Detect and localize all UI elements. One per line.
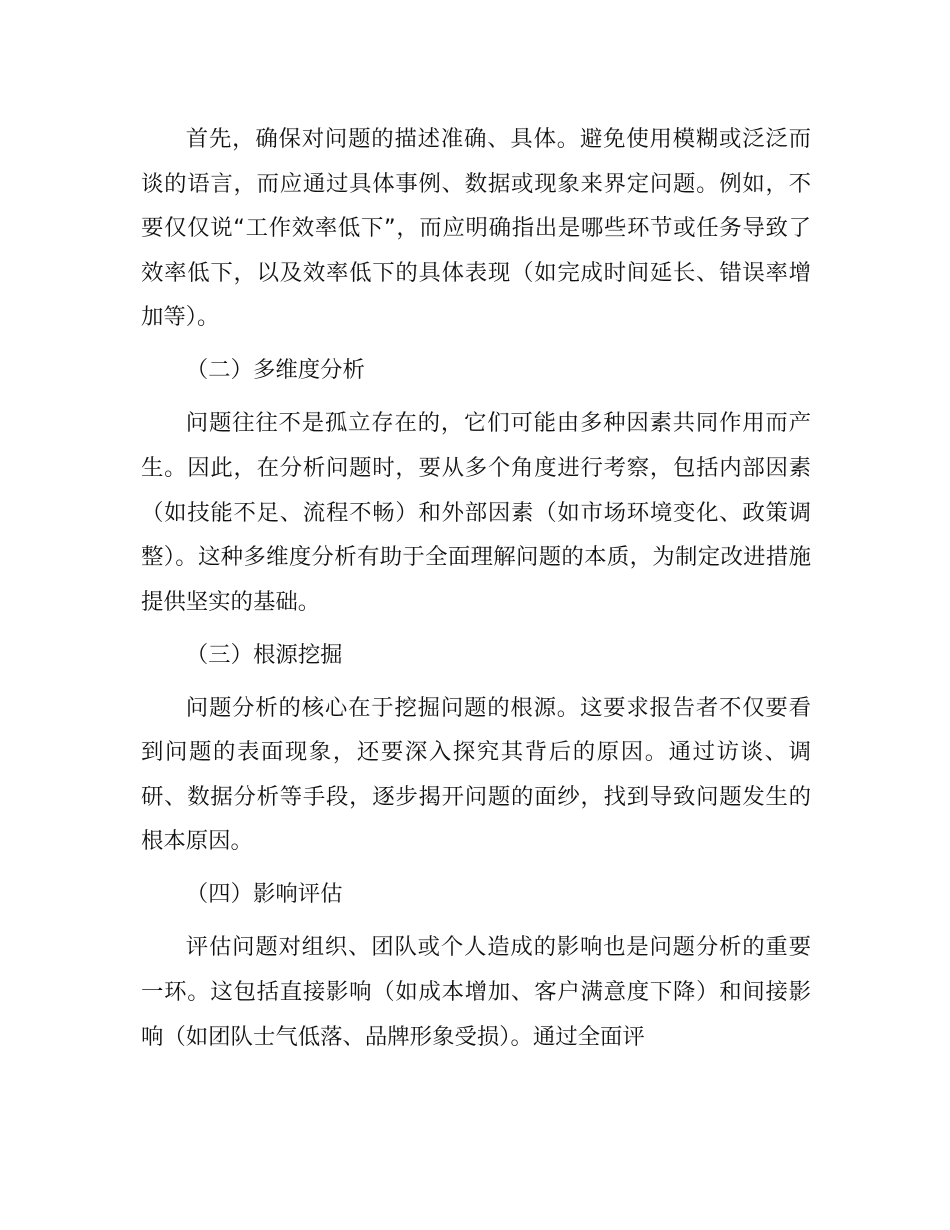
paragraph-root-cause: 问题分析的核心在于挖掘问题的根源。这要求报告者不仅要看到问题的表面现象，还要深入探究其背后的原因。通过访谈、调研、数据分析等手段，逐步揭开问题的面纱，找到导致问题发生的根本原因。 <box>141 694 811 855</box>
paragraph-multidimensional-analysis: 问题往往不是孤立存在的，它们可能由多种因素共同作用而产生。因此，在分析问题时，要从多个角度进行考察，包括内部因素（如技能不足、流程不畅）和外部因素（如市场环境变化、政策调整）。这种多维度分析有助于全面理解问题的本质，为制定改进措施提供坚实的基础。 <box>141 410 811 615</box>
paragraph-impact-assessment: 评估问题对组织、团队或个人造成的影响也是问题分析的重要一环。这包括直接影响（如成本增加、客户满意度下降）和间接影响（如团队士气低落、品牌形象受损）。通过全面评 <box>141 934 811 1050</box>
section-heading-impact-assessment: （四）影响评估 <box>185 881 343 908</box>
paragraph-problem-description: 首先，确保对问题的描述准确、具体。避免使用模糊或泛泛而谈的语言，而应通过具体事例、数据或现象来界定问题。例如，不要仅仅说“工作效率低下”，而应明确指出是哪些环节或任务导致了效率低下，以及效率低下的具体表现（如完成时间延长、错误率增加等）。 <box>141 126 811 331</box>
section-heading-multidimensional-analysis: （二）多维度分析 <box>185 357 365 384</box>
section-heading-root-cause: （三）根源挖掘 <box>185 641 343 668</box>
document-body <box>141 117 811 1068</box>
